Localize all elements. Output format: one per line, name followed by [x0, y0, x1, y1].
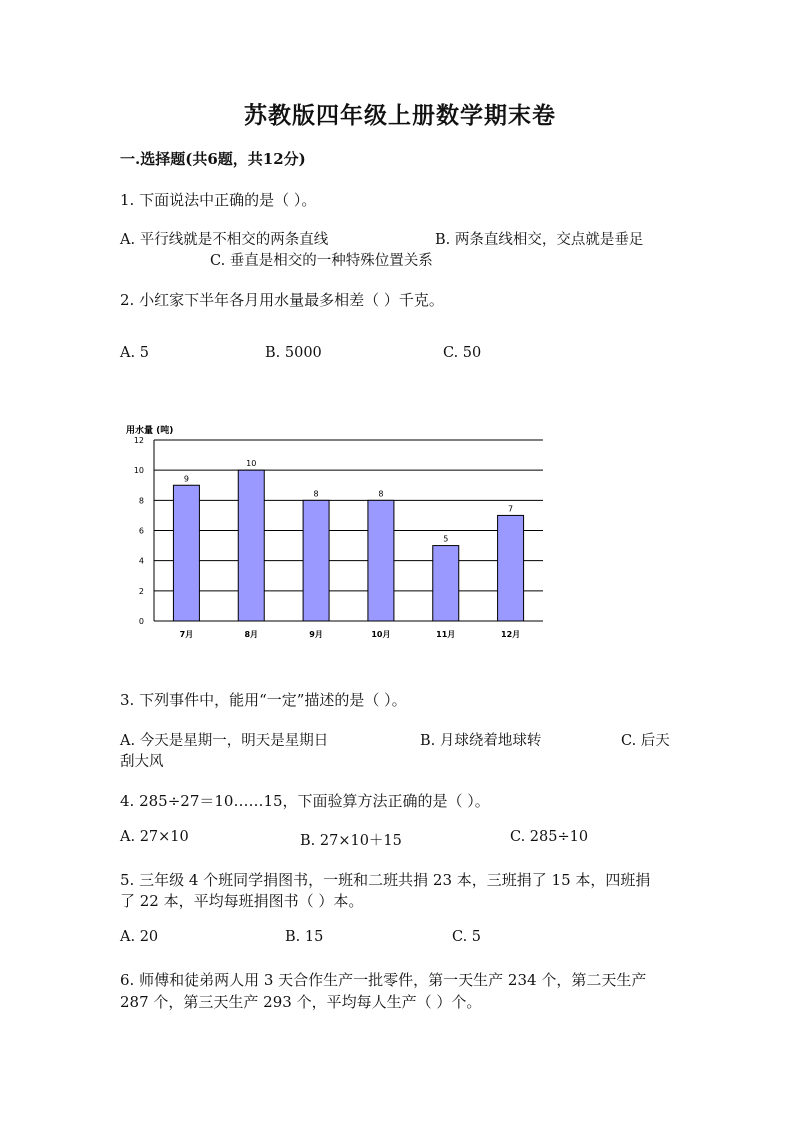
question-4-option-c: C. 285÷10 [510, 829, 589, 845]
x-tick-label: 12月 [501, 630, 521, 639]
question-5-line-1: 5. 三年级 4 个班同学捐图书，一班和二班共捐 23 本，三班捐了 15 本，四班捐 [120, 871, 651, 889]
y-axis-label: 用水量 (吨) [126, 426, 174, 436]
x-tick-label: 8月 [244, 630, 259, 639]
y-tick-label: 4 [138, 556, 144, 566]
data-label: 8 [313, 489, 319, 499]
y-tick-label: 6 [138, 526, 144, 536]
data-label: 5 [443, 534, 449, 544]
question-6-line-2: 287 个，第三天生产 293 个，平均每人生产（ ）个。 [120, 993, 482, 1011]
question-2-option-c: C. 50 [443, 345, 482, 361]
data-label: 8 [378, 489, 384, 499]
y-tick-label: 2 [138, 586, 144, 596]
question-5-option-b: B. 15 [285, 929, 324, 945]
question-2-option-a: A. 5 [120, 345, 149, 361]
bar [498, 515, 524, 621]
bar [173, 485, 199, 621]
bar [303, 500, 329, 621]
question-1-option-c: C. 垂直是相交的一种特殊位置关系 [210, 253, 433, 269]
question-3-option-a: A. 今天是星期一，明天是星期日 [120, 733, 329, 749]
question-4-option-a: A. 27×10 [120, 829, 189, 845]
y-tick-label: 0 [138, 617, 144, 626]
page-title: 苏教版四年级上册数学期末卷 [244, 102, 556, 129]
water-usage-bar-chart [118, 420, 558, 645]
question-2-option-b: B. 5000 [265, 345, 322, 361]
question-6-line-1: 6. 师傅和徒弟两人用 3 天合作生产一批零件，第一天生产 234 个，第二天生产 [120, 971, 647, 989]
question-2-stem: 2. 小红家下半年各月用水量最多相差（ ）千克。 [120, 291, 444, 309]
y-tick-label: 8 [138, 496, 144, 506]
question-5-line-2: 了 22 本，平均每班捐图书（ ）本。 [120, 892, 364, 910]
question-4-stem: 4. 285÷27＝10……15，下面验算方法正确的是（ ）。 [120, 792, 490, 810]
data-label: 9 [183, 474, 189, 484]
section-heading: 一.选择题(共6题，共12分) [120, 150, 306, 168]
question-3-option-c-cont: 刮大风 [120, 754, 164, 770]
x-tick-label: 11月 [436, 630, 456, 639]
question-1-option-b: B. 两条直线相交，交点就是垂足 [435, 232, 644, 248]
question-1-option-a: A. 平行线就是不相交的两条直线 [120, 232, 329, 248]
question-1-stem: 1. 下面说法中正确的是（ ）。 [120, 191, 317, 209]
question-4-option-b: B. 27×10＋15 [300, 833, 402, 849]
x-tick-label: 9月 [309, 630, 323, 639]
x-tick-label: 7月 [179, 630, 194, 639]
data-label: 7 [508, 504, 514, 514]
question-3-option-c: C. 后天 [621, 733, 670, 749]
bar [433, 546, 459, 621]
question-5-option-c: C. 5 [452, 929, 482, 945]
y-tick-label: 10 [133, 466, 144, 476]
bar [368, 500, 394, 621]
question-3-option-b: B. 月球绕着地球转 [420, 733, 542, 749]
x-tick-label: 10月 [371, 630, 391, 639]
data-label: 10 [246, 459, 257, 469]
question-3-stem: 3. 下列事件中，能用“一定”描述的是（ ）。 [120, 691, 407, 709]
question-5-option-a: A. 20 [120, 929, 159, 945]
y-tick-label: 12 [133, 436, 144, 445]
bar [238, 470, 264, 621]
